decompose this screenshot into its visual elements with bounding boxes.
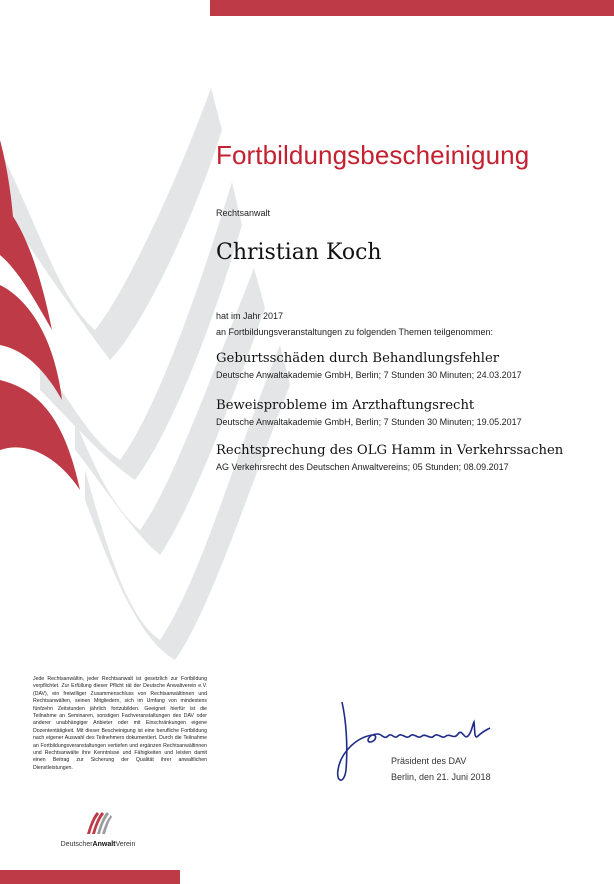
recipient-name: Christian Koch [216,240,382,265]
course-title: Geburtsschäden durch Behandlungsfehler [216,351,500,366]
signature-place-date: Berlin, den 21. Juni 2018 [391,772,491,782]
recipient-role: Rechtsanwalt [216,208,271,218]
course-item [216,351,522,380]
dav-logo-text: DeutscherAnwaltVerein [60,841,136,848]
dav-wave-logo-icon [84,810,112,836]
certificate-title: Fortbildungsbescheinigung [216,140,530,170]
course-title: Beweisprobleme im Arzthaftungsrecht [216,398,475,413]
intro-text: an Fortbildungsveranstaltungen zu folgenden Themen teilgenommen: [216,327,494,337]
intro-year: hat im Jahr 2017 [216,311,284,321]
dav-logo [48,810,148,848]
course-item [216,398,522,427]
bottom-red-band [0,870,180,884]
course-title: Rechtsprechung des OLG Hamm in Verkehrssachen [216,443,564,458]
signatory-role: Präsident des DAV [391,756,467,766]
course-details: AG Verkehrsrecht des Deutschen Anwaltvereins; 05 Stunden; 08.09.2017 [216,462,509,472]
course-details: Deutsche Anwaltakademie GmbH, Berlin; 7 Stunden 30 Minuten; 24.03.2017 [216,370,522,380]
course-details: Deutsche Anwaltakademie GmbH, Berlin; 7 Stunden 30 Minuten; 19.05.2017 [216,417,522,427]
course-item [216,443,563,472]
fine-print: Jede Rechtsanwältin, jeder Rechtsanwalt ist gesetzlich zur Fortbildung verpflichtet. Zur Erfüllung dieser Pflicht rät der Deutsche Anwaltverein e.V. (DAV), ein freiwilliger Zusammenschluss von Rechtsanwältinnen und Rechtsanwälten, seinen Mitgliedern, sich im Umfang von mindestens fünfzehn Zeitstunden jährlich fortzubilden. Geeignet hierfür ist die Teilnahme an Seminaren, sonstigen Fachveranstaltungen des DAV oder anderer unabhängiger Anbieter oder mit Einschränkungen eigene Dozententätigkeit. Mit dieser Bescheinigung ist eine berufliche Fortbildung nach eigener Auswahl des Teilnehmers dokumentiert. Durch die Teilnahme an Fortbildungsveranstaltungen vertiefen und ergänzen Rechtsanwältinnen und Rechtsanwälte ihre Kenntnisse und Fähigkeiten und leisten damit einen Beitrag zur Sicherung der Qualität ihrer anwaltlichen Dienstleistungen. [33,676,207,771]
